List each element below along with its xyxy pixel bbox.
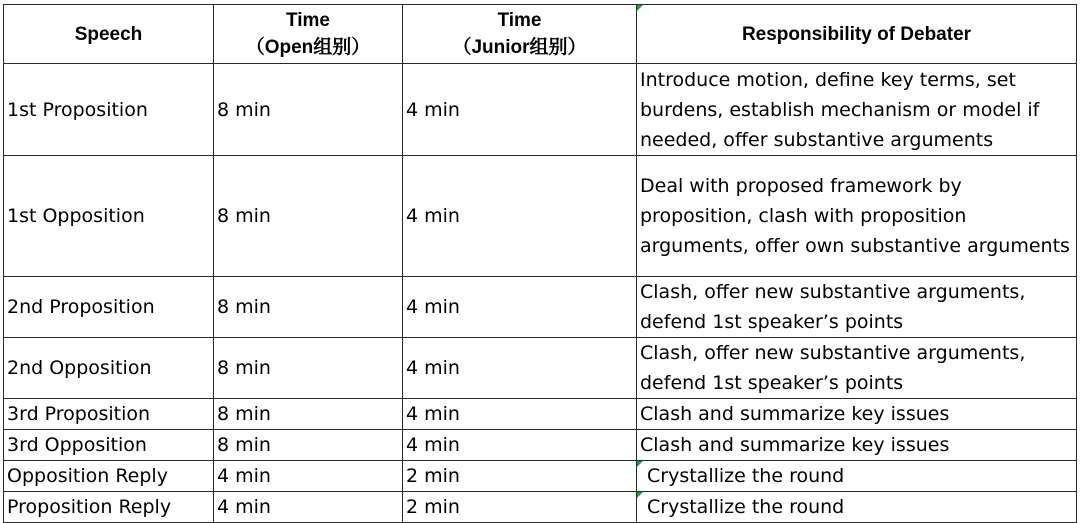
header-junior-time — [403, 5, 637, 64]
responsibility-cell: Clash and summarize key issues — [637, 399, 1077, 430]
speech-cell: 1st Proposition — [4, 64, 214, 156]
comment-marker-icon — [637, 5, 643, 11]
header-responsibility-label: Responsibility of Debater — [741, 23, 972, 45]
speech-cell: 2nd Opposition — [4, 338, 214, 399]
responsibility-cell: Clash, offer new substantive arguments, defend 1st speaker’s points — [637, 338, 1077, 399]
header-responsibility — [637, 5, 1077, 64]
junior-time-cell: 4 min — [403, 156, 637, 277]
responsibility-cell: Introduce motion, define key terms, set burdens, establish mechanism or model if needed, offer substantive arguments — [637, 64, 1077, 156]
table-row — [4, 338, 1077, 399]
table-row — [4, 277, 1077, 338]
junior-time-cell: 4 min — [403, 430, 637, 461]
speech-cell: 3rd Opposition — [4, 430, 214, 461]
open-time-cell: 8 min — [214, 399, 403, 430]
header-speech — [4, 5, 214, 64]
header-row — [4, 5, 1077, 64]
table-row — [4, 461, 1077, 492]
responsibility-cell: Clash and summarize key issues — [637, 430, 1077, 461]
open-time-cell: 8 min — [214, 430, 403, 461]
responsibility-cell — [637, 461, 1077, 492]
header-junior-time-line1: Time — [497, 10, 542, 31]
comment-marker-icon — [637, 492, 643, 498]
header-open-time — [214, 5, 403, 64]
open-time-cell: 8 min — [214, 277, 403, 338]
table-row — [4, 492, 1077, 523]
junior-time-cell: 4 min — [403, 399, 637, 430]
speech-cell: Proposition Reply — [4, 492, 214, 523]
table-row — [4, 430, 1077, 461]
responsibility-cell: Clash, offer new substantive arguments, defend 1st speaker’s points — [637, 277, 1077, 338]
responsibility-text: Crystallize the round — [647, 496, 845, 518]
junior-time-cell: 4 min — [403, 338, 637, 399]
speech-cell: 2nd Proposition — [4, 277, 214, 338]
open-time-cell: 4 min — [214, 461, 403, 492]
header-open-time-line1: Time — [285, 10, 330, 31]
table-row — [4, 156, 1077, 277]
responsibility-text: Crystallize the round — [647, 465, 845, 487]
speech-cell: 1st Opposition — [4, 156, 214, 277]
responsibility-cell: Deal with proposed framework by proposition, clash with proposition arguments, offer own substantive arguments — [637, 156, 1077, 277]
junior-time-cell: 2 min — [403, 492, 637, 523]
open-time-cell: 8 min — [214, 156, 403, 277]
table-row — [4, 399, 1077, 430]
speech-cell: 3rd Proposition — [4, 399, 214, 430]
header-open-time-line2: （Open组别） — [245, 37, 371, 58]
header-junior-time-line2: （Junior组别） — [452, 37, 587, 58]
junior-time-cell: 4 min — [403, 277, 637, 338]
responsibility-cell — [637, 492, 1077, 523]
table-row — [4, 64, 1077, 156]
open-time-cell: 8 min — [214, 64, 403, 156]
debate-schedule-table — [3, 4, 1077, 523]
open-time-cell: 4 min — [214, 492, 403, 523]
junior-time-cell: 4 min — [403, 64, 637, 156]
open-time-cell: 8 min — [214, 338, 403, 399]
comment-marker-icon — [637, 461, 643, 467]
junior-time-cell: 2 min — [403, 461, 637, 492]
speech-cell: Opposition Reply — [4, 461, 214, 492]
header-speech-label: Speech — [74, 23, 143, 45]
